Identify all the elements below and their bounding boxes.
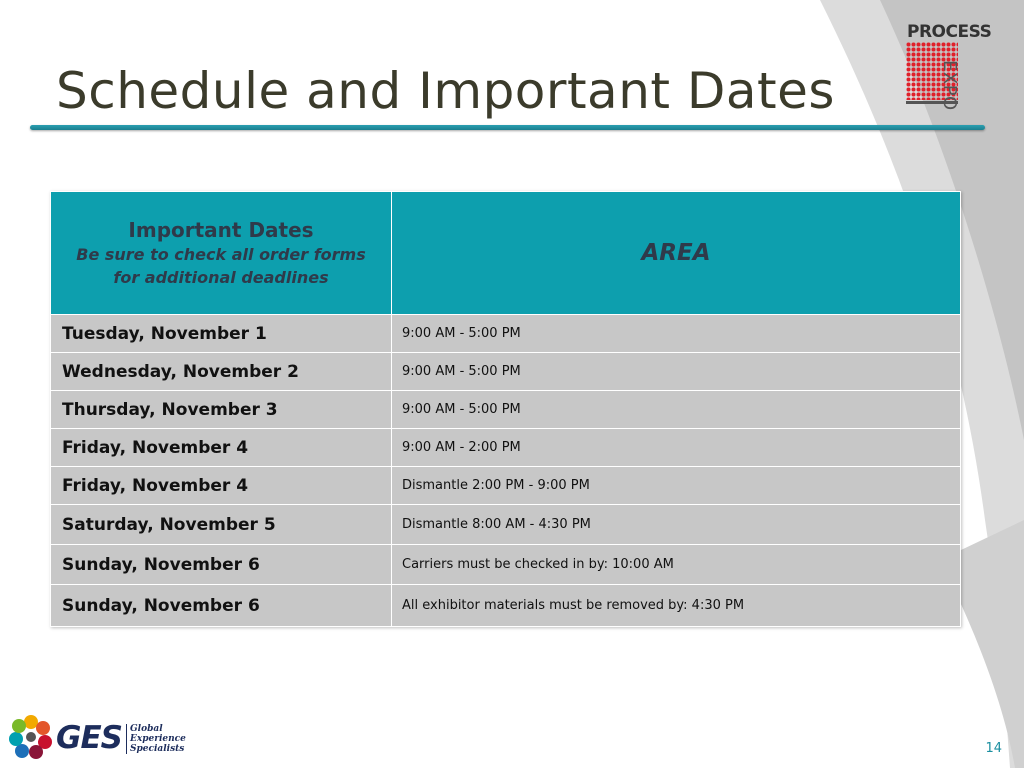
header-dates-note-line1: Be sure to check all order forms (76, 245, 366, 264)
table-row (51, 315, 961, 353)
table-header-row (51, 192, 961, 315)
table-row (51, 353, 961, 391)
ges-tagline (126, 724, 186, 754)
row-detail: 9:00 AM - 5:00 PM (392, 315, 961, 353)
header-area: AREA (392, 192, 961, 315)
row-day: Friday, November 4 (51, 467, 392, 505)
header-dates-note-line2: for additional deadlines (113, 268, 329, 287)
page-number: 14 (985, 741, 1002, 756)
header-dates-title: Important Dates (128, 218, 314, 242)
row-day: Sunday, November 6 (51, 585, 392, 627)
slide-title: Schedule and Important Dates (56, 62, 835, 120)
row-day: Wednesday, November 2 (51, 353, 392, 391)
header-important-dates (51, 192, 392, 315)
row-day: Friday, November 4 (51, 429, 392, 467)
row-day: Sunday, November 6 (51, 545, 392, 585)
ges-tagline-line3: Specialists (130, 744, 185, 754)
ges-tagline-line1: Global (130, 724, 163, 734)
row-detail: 9:00 AM - 5:00 PM (392, 353, 961, 391)
table-row (51, 467, 961, 505)
row-detail: Dismantle 2:00 PM - 9:00 PM (392, 467, 961, 505)
table-row (51, 505, 961, 545)
row-day: Saturday, November 5 (51, 505, 392, 545)
ges-brand-text: GES (56, 720, 122, 756)
table-row (51, 545, 961, 585)
schedule-table (50, 191, 961, 627)
title-underline (30, 125, 985, 130)
logo-word-process: PROCESS (907, 22, 992, 42)
process-expo-logo (904, 20, 992, 111)
row-detail: 9:00 AM - 5:00 PM (392, 391, 961, 429)
table-row (51, 585, 961, 627)
row-detail: 9:00 AM - 2:00 PM (392, 429, 961, 467)
row-day: Tuesday, November 1 (51, 315, 392, 353)
row-detail: Carriers must be checked in by: 10:00 AM (392, 545, 961, 585)
ges-tagline-line2: Experience (130, 734, 186, 744)
table-row (51, 391, 961, 429)
ges-logo (8, 714, 188, 762)
ges-flower-icon (8, 714, 54, 760)
table-row (51, 429, 961, 467)
row-detail: All exhibitor materials must be removed by: 4:30 PM (392, 585, 961, 627)
logo-word-expo: EXPO (939, 60, 960, 111)
row-day: Thursday, November 3 (51, 391, 392, 429)
row-detail: Dismantle 8:00 AM - 4:30 PM (392, 505, 961, 545)
